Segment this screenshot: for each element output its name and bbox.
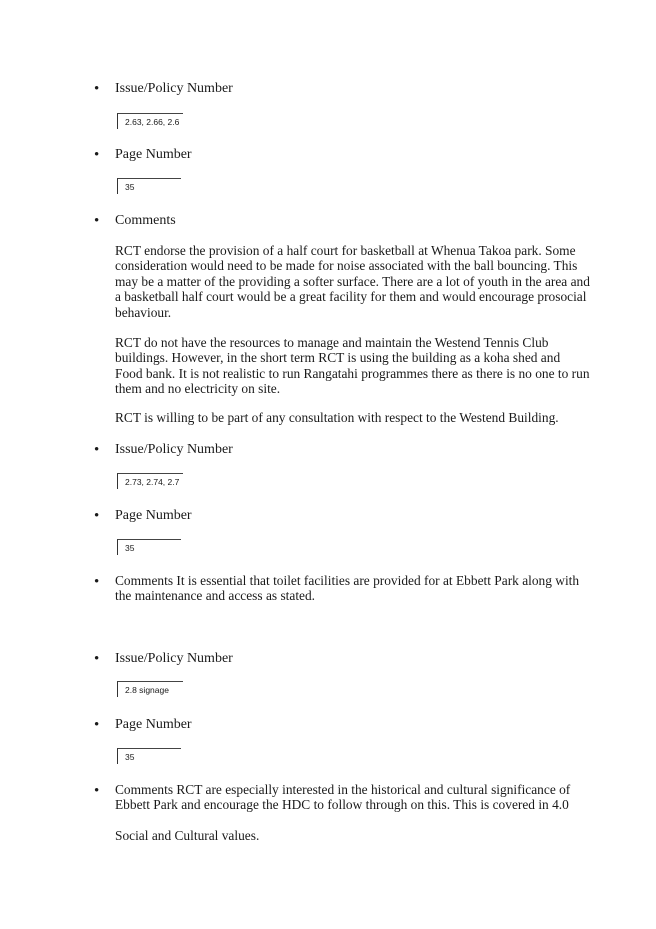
comment-paragraph: Comments RCT are especially interested in the historical and cultural significance of Ebbett Park and encourage the HDC to follow through on this. This is covered in 4.0 [115,782,571,813]
bullet-icon: • [94,508,100,524]
bullet-icon: • [94,574,100,590]
issue-policy-number-field[interactable]: 2.73, 2.74, 2.7 [117,473,183,489]
issue-policy-label: Issue/Policy Number [115,442,233,457]
comment-paragraph: RCT do not have the resources to manage and maintain the Westend Tennis Club buildings. However, in the short term RCT is using the building as a koha shed and Food bank. It is not realistic to run Rangatahi programmes there as there is no one to run them and no electricity on site. [115,335,590,397]
page-number-field[interactable]: 35 [117,178,181,194]
bullet-icon: • [94,651,100,667]
page-number-field[interactable]: 35 [117,539,181,555]
comment-paragraph: Social and Cultural values. [115,828,260,843]
issue-policy-number-field[interactable]: 2.8 signage [117,681,183,697]
bullet-icon: • [94,783,100,799]
page-number-label: Page Number [115,147,192,162]
issue-policy-label: Issue/Policy Number [115,81,233,96]
comment-paragraph: Comments It is essential that toilet facilities are provided for at Ebbett Park along with the maintenance and access as stated. [115,573,580,604]
bullet-icon: • [94,717,100,733]
bullet-icon: • [94,442,100,458]
page-number-label: Page Number [115,508,192,523]
bullet-icon: • [94,213,100,229]
comment-paragraph: RCT endorse the provision of a half court for basketball at Whenua Takoa park. Some consideration would need to be made for noise associated with the ball bouncing. This may be a matter of the providing a softer surface. There are a lot of youth in the area and a basketball half court would be a great facility for them and would encourage prosocial behaviour. [115,243,590,320]
issue-policy-label: Issue/Policy Number [115,651,233,666]
issue-policy-number-field[interactable]: 2.63, 2.66, 2.6 [117,113,183,129]
bullet-icon: • [94,147,100,163]
bullet-icon: • [94,81,100,97]
page-number-label: Page Number [115,717,192,732]
comment-paragraph: RCT is willing to be part of any consultation with respect to the Westend Building. [115,410,559,425]
page-number-field[interactable]: 35 [117,748,181,764]
comments-label: Comments [115,213,176,228]
